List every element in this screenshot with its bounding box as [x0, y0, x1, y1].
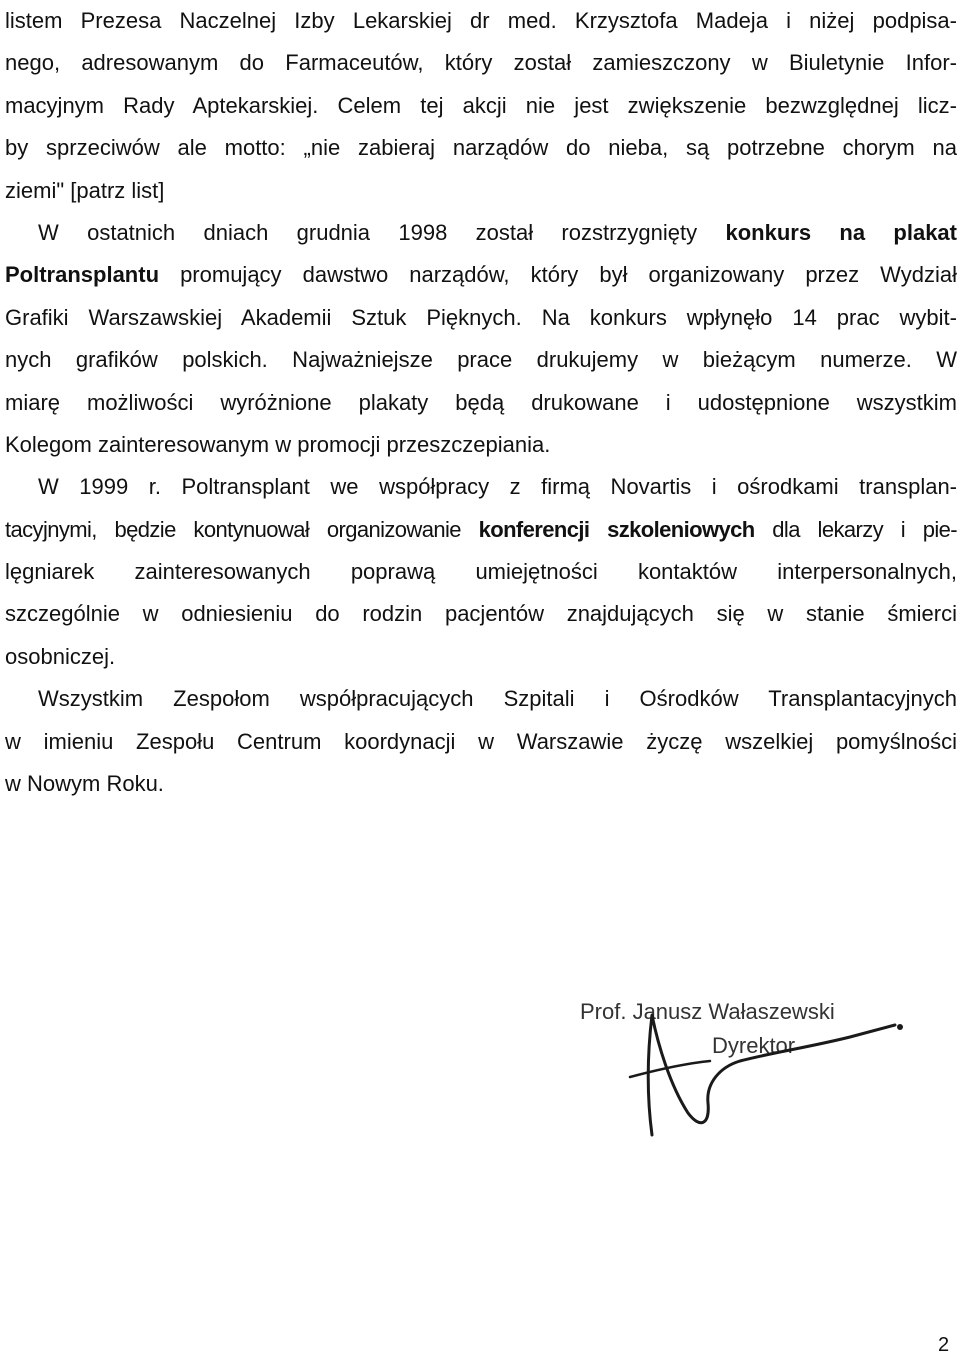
text-line: miarę możliwości wyróżnione plakaty będą drukowane i udostępnione wszystkim: [5, 389, 957, 415]
text-line: szczególnie w odniesieniu do rodzin pacjentów znajdujących się w stanie śmierci: [5, 601, 957, 627]
text-line: w imieniu Zespołu Centrum koordynacji w Warszawie życzę wszelkiej pomyślności: [5, 728, 957, 754]
text-line: w Nowym Roku.: [5, 771, 164, 797]
signatory-title: Dyrektor: [712, 1033, 796, 1058]
text-line: Wszystkim Zespołom współpracujących Szpitali i Ośrodków Transplantacyjnych: [38, 686, 957, 712]
text-line: lęgniarek zainteresowanych poprawą umiejętności kontaktów interpersonalnych,: [5, 559, 957, 585]
signature-block: [560, 985, 920, 1145]
bold-phrase-konferencji: konferencji szkoleniowych: [478, 516, 755, 542]
paragraph-poster-contest-line: [5, 212, 957, 254]
text-line: nych grafików polskich. Najważniejsze prace drukujemy w bieżącym numerze. W: [5, 347, 957, 373]
text-line: ziemi" [patrz list]: [5, 177, 165, 203]
text-line: by sprzeciwów ale motto: „nie zabieraj narządów do nieba, są potrzebne chorym na: [5, 135, 957, 161]
text-line: osobniczej.: [5, 643, 116, 669]
bold-phrase-konkurs: konkurs na plakat: [725, 219, 957, 245]
text-line: [5, 509, 957, 551]
text-line: nego, adresowanym do Farmaceutów, który został zamieszczony w Biuletynie Infor-: [5, 50, 957, 76]
handwritten-signature: [560, 985, 920, 1145]
bold-phrase-poltransplantu: Poltransplantu: [5, 262, 160, 288]
text-run: promujący dawstwo narządów, który był organizowany przez Wydział: [159, 262, 957, 288]
text-line: W 1999 r. Poltransplant we współpracy z firmą Novartis i ośrodkami transplan-: [38, 474, 957, 500]
text-run: W ostatnich dniach grudnia 1998 został rozstrzygnięty: [38, 219, 726, 245]
text-run: tacyjnymi, będzie kontynuował organizowanie: [5, 516, 479, 542]
text-line: Grafiki Warszawskiej Akademii Sztuk Pięknych. Na konkurs wpłynęło 14 prac wybit-: [5, 304, 957, 330]
text-line: macyjnym Rady Aptekarskiej. Celem tej akcji nie jest zwiększenie bezwzględnej licz-: [5, 92, 957, 118]
text-run: dla lekarzy i pie-: [754, 516, 957, 542]
page-number: 2: [938, 1334, 950, 1356]
text-line: [5, 254, 957, 296]
body-text: [5, 0, 957, 805]
signatory-name: Prof. Janusz Wałaszewski: [580, 999, 835, 1024]
text-line: listem Prezesa Naczelnej Izby Lekarskiej dr med. Krzysztofa Madeja i niżej podpisa-: [5, 8, 957, 33]
text-line: Kolegom zainteresowanym w promocji przeszczepiania.: [5, 431, 551, 457]
